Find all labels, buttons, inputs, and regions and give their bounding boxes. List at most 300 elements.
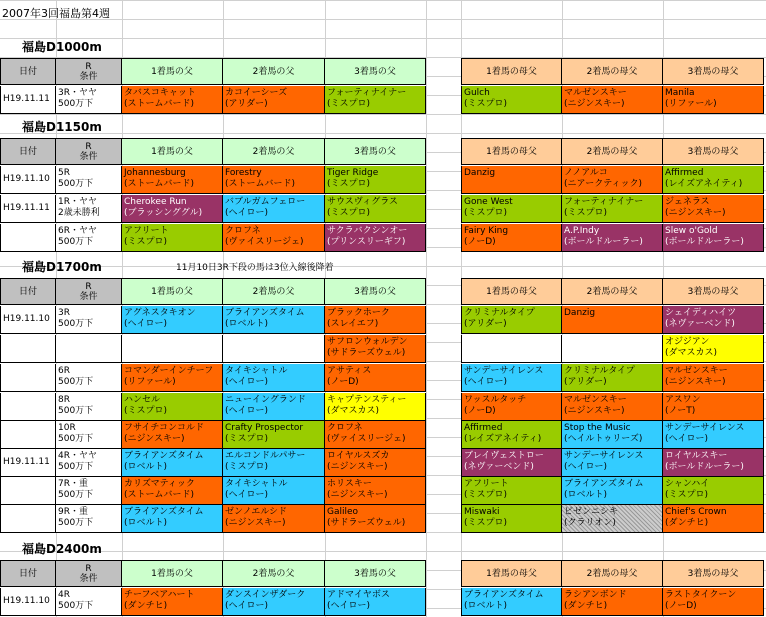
pedigree-cell <box>122 505 223 533</box>
section-note: 11月10日3R下段の馬は3位入線後降着 <box>176 263 334 273</box>
sire-line: (サドラーズウェル) <box>327 348 406 358</box>
header-s1 <box>122 560 223 587</box>
race-class: 500万下 <box>58 518 94 528</box>
horse-name: バブルガムフェロー <box>225 197 306 207</box>
horse-name: フサイチコンコルド <box>124 423 205 433</box>
race-number: 5R <box>58 168 70 178</box>
sire-line: (スレイエフ) <box>327 319 379 329</box>
pedigree-cell <box>663 477 764 505</box>
horse-name: アフリート <box>124 226 169 236</box>
header-date <box>0 278 56 305</box>
header-s2 <box>223 278 325 305</box>
header-s3 <box>325 138 426 165</box>
sire-line: (ロベルト) <box>124 518 168 528</box>
pedigree-cell <box>223 421 325 449</box>
sire-line: (ロベルト) <box>564 490 608 500</box>
pedigree-cell <box>325 505 426 533</box>
horse-name: ラシアンボンド <box>564 590 627 600</box>
horse-name: ダンスインザダーク <box>225 590 306 600</box>
pedigree-cell <box>562 195 663 223</box>
horse-name: カリズマティック <box>124 479 195 489</box>
sire-line: (プリンスリーギフ) <box>327 237 406 247</box>
pedigree-cell <box>122 477 223 505</box>
race-cell <box>56 86 122 114</box>
race-number: 7R・重 <box>58 479 88 489</box>
race-number: 4R・ヤヤ <box>58 451 97 461</box>
header-s2-label: 2着馬の父 <box>252 568 295 579</box>
sire-line: (ミスプロ) <box>665 490 709 500</box>
horse-name: エルコンドルパサー <box>225 451 306 461</box>
horse-name: シャンハイ <box>665 479 710 489</box>
sheet-title: 2007年3回福島第4週 <box>2 7 110 20</box>
pedigree-cell <box>122 364 223 392</box>
pedigree-cell <box>461 224 562 252</box>
race-number: 10R <box>58 423 76 433</box>
sire-line: (アリダー) <box>225 99 268 109</box>
sire-line: (ニジンスキー) <box>124 434 185 444</box>
horse-name: Danzig <box>464 168 496 178</box>
pedigree-cell <box>663 393 764 421</box>
race-class: 500万下 <box>58 406 94 416</box>
header-date-label: 日付 <box>18 568 37 579</box>
horse-name: Crafty Prospector <box>225 423 304 433</box>
sire-line: (ロベルト) <box>464 601 508 611</box>
horse-name: Affirmed <box>464 423 503 433</box>
sire-line: (アリダー) <box>564 377 607 387</box>
race-cell <box>56 588 122 616</box>
sire-line: (ヴァイスリージェ) <box>225 237 304 247</box>
pedigree-cell <box>562 588 663 616</box>
header-s3-label: 3着馬の父 <box>354 286 396 297</box>
pedigree-cell <box>663 421 764 449</box>
horse-name: カコイーシーズ <box>225 88 288 98</box>
header-s2 <box>223 138 325 165</box>
grid-line <box>0 0 766 1</box>
horse-name: A.P.Indy <box>564 226 600 236</box>
header-race-label: R <box>85 563 92 574</box>
pedigree-cell <box>325 166 426 194</box>
sire-line: (リファール) <box>665 99 717 109</box>
header-cond-label: 条件 <box>79 291 98 302</box>
sire-line: (ヘイロー) <box>225 601 269 611</box>
pedigree-cell <box>461 421 562 449</box>
date-cell <box>0 505 56 533</box>
pedigree-cell <box>122 195 223 223</box>
header-d1 <box>461 58 562 85</box>
sire-line: (ダマスカス) <box>327 406 380 416</box>
horse-name: ワッスルタッチ <box>464 395 527 405</box>
race-class: 500万下 <box>58 377 94 387</box>
horse-name: マルゼンスキー <box>564 88 627 98</box>
pedigree-cell <box>325 421 426 449</box>
pedigree-cell <box>663 449 764 477</box>
pedigree-cell <box>122 393 223 421</box>
horse-name: Stop the Music <box>564 423 631 433</box>
date-cell <box>0 588 56 616</box>
pedigree-cell <box>562 86 663 114</box>
race-number: 9R・重 <box>58 507 88 517</box>
horse-name: キャプテンスティー <box>327 395 407 405</box>
pedigree-cell <box>562 166 663 194</box>
header-date <box>0 58 56 85</box>
pedigree-cell <box>122 421 223 449</box>
sire-line: (ヘイロー) <box>225 406 269 416</box>
pedigree-cell <box>461 364 562 392</box>
pedigree-cell <box>223 86 325 114</box>
race-cell <box>56 335 122 363</box>
sire-line: (アリダー) <box>464 319 507 329</box>
sire-line: (リファール) <box>124 377 176 387</box>
header-race <box>56 58 122 85</box>
grid-line <box>0 133 766 134</box>
header-date-label: 日付 <box>18 286 37 297</box>
sire-line: (クラリオン) <box>564 518 616 528</box>
race-class: 500万下 <box>58 99 94 109</box>
header-s1-label: 1着馬の父 <box>151 146 193 157</box>
header-s1 <box>122 278 223 305</box>
horse-name: クリミナルタイプ <box>464 308 535 318</box>
section-title: 福島D1150m <box>22 120 102 134</box>
grid-line <box>0 38 766 39</box>
horse-name: ロイヤルスズカ <box>327 451 390 461</box>
pedigree-cell <box>122 86 223 114</box>
race-number: 1R・ヤヤ <box>58 197 97 207</box>
race-number: 6R <box>58 366 70 376</box>
pedigree-cell <box>325 449 426 477</box>
horse-name: ホリスキー <box>327 479 372 489</box>
horse-name: Danzig <box>564 308 596 318</box>
pedigree-cell <box>325 588 426 616</box>
pedigree-cell <box>663 364 764 392</box>
sire-line: (ボールドルーラー) <box>665 237 744 247</box>
sire-line: (ミスプロ) <box>464 490 508 500</box>
pedigree-cell <box>461 306 562 334</box>
horse-name: Affirmed <box>665 168 704 178</box>
horse-name: コマンダーインチーフ <box>124 366 214 376</box>
header-d3 <box>663 58 764 85</box>
sire-line: (ネヴァーベンド) <box>464 462 534 472</box>
header-d3 <box>663 138 764 165</box>
horse-name: ブライアンズタイム <box>124 451 204 461</box>
grid-line <box>426 0 427 617</box>
pedigree-cell <box>461 335 562 363</box>
sire-line: (ブラッシンググル) <box>124 208 203 218</box>
pedigree-cell <box>461 195 562 223</box>
sire-line: (ノーD) <box>327 377 359 387</box>
horse-name: ブレイヴェストロー <box>464 451 544 461</box>
pedigree-cell <box>562 306 663 334</box>
horse-name: サンデーサイレンス <box>464 366 544 376</box>
header-s2-label: 2着馬の父 <box>252 146 295 157</box>
header-d1 <box>461 560 562 587</box>
pedigree-cell <box>562 505 663 533</box>
horse-name: サンデーサイレンス <box>665 423 745 433</box>
race-class: 500万下 <box>58 237 94 247</box>
race-number: 3R・ヤヤ <box>58 88 97 98</box>
pedigree-cell <box>122 335 223 363</box>
race-cell <box>56 364 122 392</box>
horse-name: ハンセル <box>124 395 161 405</box>
sire-line: (ヘイロー) <box>225 490 269 500</box>
race-cell <box>56 421 122 449</box>
header-d3-label: 3着馬の母父 <box>687 66 739 77</box>
sire-line: (ストームバード) <box>124 490 195 500</box>
horse-name: Tiger Ridge <box>327 168 379 178</box>
date-label: H19.11.11 <box>3 203 50 213</box>
horse-name: タバスコキャット <box>124 88 196 98</box>
horse-name: ブライアンズタイム <box>464 590 544 600</box>
sire-line: (ニアークティック) <box>564 179 643 189</box>
horse-name: Cherokee Run <box>124 197 187 207</box>
pedigree-cell <box>663 588 764 616</box>
header-s1 <box>122 58 223 85</box>
horse-name: ロイヤルスキー <box>665 451 728 461</box>
date-label: H19.11.11 <box>3 94 50 104</box>
header-date-label: 日付 <box>18 66 37 77</box>
header-s2 <box>223 560 325 587</box>
header-d2 <box>562 560 663 587</box>
sire-line: (ダマスカス) <box>665 348 718 358</box>
horse-name: マルゼンスキー <box>665 366 728 376</box>
race-class: 500万下 <box>58 179 94 189</box>
pedigree-cell <box>325 364 426 392</box>
sire-line: (ボールドルーラー) <box>564 237 643 247</box>
sire-line: (ダンチヒ) <box>665 518 709 528</box>
header-race <box>56 138 122 165</box>
sire-line: (レイズアネイティ) <box>665 179 743 189</box>
header-date-label: 日付 <box>18 146 37 157</box>
pedigree-cell <box>663 166 764 194</box>
header-s1 <box>122 138 223 165</box>
header-d1-label: 1着馬の母父 <box>486 146 537 157</box>
section-title: 福島D2400m <box>22 542 102 556</box>
pedigree-cell <box>223 224 325 252</box>
date-label: H19.11.10 <box>3 596 50 606</box>
date-cell <box>0 224 56 252</box>
header-cond-label: 条件 <box>79 573 98 584</box>
header-d2 <box>562 138 663 165</box>
horse-name: Forestry <box>225 168 262 178</box>
sire-line: (ダンチヒ) <box>124 601 168 611</box>
pedigree-cell <box>562 393 663 421</box>
pedigree-cell <box>562 449 663 477</box>
horse-name: Galileo <box>327 507 359 517</box>
horse-name: アフリート <box>464 479 509 489</box>
header-cond-label: 条件 <box>79 71 98 82</box>
horse-name: Gone West <box>464 197 513 207</box>
sire-line: (ノーD) <box>464 406 496 416</box>
date-cell <box>0 364 56 392</box>
horse-name: Miswaki <box>464 507 500 517</box>
pedigree-cell <box>663 335 764 363</box>
pedigree-cell <box>223 588 325 616</box>
sire-line: (ヘイロー) <box>327 601 371 611</box>
header-date <box>0 138 56 165</box>
header-d3-label: 3着馬の母父 <box>687 568 739 579</box>
header-d3 <box>663 278 764 305</box>
pedigree-cell <box>325 224 426 252</box>
race-number: 4R <box>58 590 70 600</box>
pedigree-cell <box>562 335 663 363</box>
pedigree-cell <box>223 449 325 477</box>
horse-name: ラストタイクーン <box>665 590 737 600</box>
pedigree-cell <box>461 449 562 477</box>
date-label: H19.11.10 <box>3 174 50 184</box>
pedigree-cell <box>122 224 223 252</box>
race-cell <box>56 477 122 505</box>
header-s3 <box>325 58 426 85</box>
pedigree-cell <box>663 86 764 114</box>
pedigree-cell <box>223 505 325 533</box>
sire-line: (ストームバード) <box>225 179 296 189</box>
sire-line: (ヘイロー) <box>665 434 709 444</box>
pedigree-cell <box>325 306 426 334</box>
sire-line: (ミスプロ) <box>464 99 508 109</box>
sire-line: (ミスプロ) <box>564 208 608 218</box>
header-d1 <box>461 138 562 165</box>
header-s1-label: 1着馬の父 <box>151 286 193 297</box>
horse-name: アドマイヤボス <box>327 590 390 600</box>
horse-name: クリミナルタイプ <box>564 366 635 376</box>
header-race <box>56 278 122 305</box>
pedigree-cell <box>663 224 764 252</box>
sire-line: (ミスプロ) <box>225 462 269 472</box>
pedigree-cell <box>223 166 325 194</box>
sire-line: (ボールドルーラー) <box>665 462 744 472</box>
sire-line: (ノーT) <box>665 406 696 416</box>
sire-line: (ノーD) <box>464 237 496 247</box>
horse-name: ノノアルコ <box>564 168 608 178</box>
sire-line: (ミスプロ) <box>327 179 371 189</box>
pedigree-cell <box>562 364 663 392</box>
pedigree-cell <box>663 195 764 223</box>
horse-name: Fairy King <box>464 226 509 236</box>
pedigree-cell <box>461 505 562 533</box>
pedigree-cell <box>562 477 663 505</box>
header-s1-label: 1着馬の父 <box>151 568 193 579</box>
pedigree-cell <box>122 449 223 477</box>
header-race-label: R <box>85 281 92 292</box>
sire-line: (ミスプロ) <box>464 518 508 528</box>
sire-line: (ミスプロ) <box>225 434 269 444</box>
sire-line: (ストームバード) <box>124 179 195 189</box>
header-d1 <box>461 278 562 305</box>
race-class: 500万下 <box>58 434 94 444</box>
date-cell <box>0 421 56 449</box>
sire-line: (ヘイロー) <box>124 319 168 329</box>
race-cell <box>56 306 122 334</box>
race-number: 8R <box>58 395 70 405</box>
header-d2 <box>562 58 663 85</box>
date-cell <box>0 195 56 223</box>
header-s2-label: 2着馬の父 <box>252 286 295 297</box>
date-cell <box>0 335 56 363</box>
date-cell <box>0 306 56 334</box>
race-class: 2歳未勝利 <box>58 208 100 218</box>
horse-name: オジジアン <box>665 337 710 347</box>
pedigree-cell <box>461 166 562 194</box>
pedigree-cell <box>223 195 325 223</box>
header-d2-label: 2着馬の母父 <box>586 66 638 77</box>
header-s2-label: 2着馬の父 <box>252 66 295 77</box>
pedigree-cell <box>223 477 325 505</box>
sire-line: (ニジンスキー) <box>327 462 388 472</box>
header-d1-label: 1着馬の母父 <box>486 66 537 77</box>
date-label: H19.11.10 <box>3 314 50 324</box>
header-s3-label: 3着馬の父 <box>354 568 396 579</box>
sire-line: (ヘイロー) <box>225 208 269 218</box>
sire-line: (ミスプロ) <box>327 208 371 218</box>
header-d1-label: 1着馬の母父 <box>486 286 537 297</box>
pedigree-cell <box>461 393 562 421</box>
horse-name: マルゼンスキー <box>564 395 627 405</box>
sire-line: (ヘイロー) <box>225 377 269 387</box>
header-d2-label: 2着馬の母父 <box>586 146 638 157</box>
header-s3 <box>325 560 426 587</box>
horse-name: ジェネラス <box>665 197 710 207</box>
horse-name: クロフネ <box>225 226 261 236</box>
pedigree-cell <box>663 306 764 334</box>
race-class: 500万下 <box>58 601 94 611</box>
horse-name: アスワン <box>665 395 701 405</box>
pedigree-cell <box>325 477 426 505</box>
pedigree-cell <box>223 364 325 392</box>
header-d2 <box>562 278 663 305</box>
horse-name: ゼンノエルシド <box>225 507 287 517</box>
header-d2-label: 2着馬の母父 <box>586 568 638 579</box>
race-cell <box>56 195 122 223</box>
grid-line <box>0 114 766 115</box>
date-label: H19.11.11 <box>3 457 50 467</box>
horse-name: チーフベアハート <box>124 590 195 600</box>
pedigree-cell <box>325 195 426 223</box>
pedigree-cell <box>461 86 562 114</box>
horse-name: サフロンウォルデン <box>327 337 408 347</box>
pedigree-cell <box>562 224 663 252</box>
header-s3-label: 3着馬の父 <box>354 66 396 77</box>
horse-name: ブライアンズタイム <box>564 479 644 489</box>
sire-line: (ミスプロ) <box>124 237 168 247</box>
section-title: 福島D1000m <box>22 40 102 54</box>
horse-name: アサティス <box>327 366 372 376</box>
race-cell <box>56 224 122 252</box>
horse-name: Slew o'Gold <box>665 226 718 236</box>
horse-name: アグネスタキオン <box>124 308 196 318</box>
sire-line: (レイズアネイティ) <box>464 434 542 444</box>
race-class: 500万下 <box>58 462 94 472</box>
date-cell <box>0 166 56 194</box>
sire-line: (ミスプロ) <box>327 99 371 109</box>
horse-name: ブラックホーク <box>327 308 390 318</box>
date-cell <box>0 449 56 477</box>
sire-line: (ニジンスキー) <box>665 377 726 387</box>
sire-line: (ロベルト) <box>124 462 168 472</box>
sire-line: (サドラーズウェル) <box>327 518 406 528</box>
horse-name: Chief's Crown <box>665 507 727 517</box>
pedigree-cell <box>562 421 663 449</box>
horse-name: サクラバクシンオー <box>327 226 408 236</box>
header-s3 <box>325 278 426 305</box>
horse-name: ブライアンズタイム <box>124 507 204 517</box>
sire-line: (ニジンスキー) <box>564 99 625 109</box>
horse-name: タイキシャトル <box>225 479 288 489</box>
grid-line <box>0 19 766 20</box>
header-s3-label: 3着馬の父 <box>354 146 396 157</box>
header-race-label: R <box>85 61 92 72</box>
horse-name: Gulch <box>464 88 490 98</box>
sire-line: (ニジンスキー) <box>327 490 388 500</box>
race-cell <box>56 393 122 421</box>
